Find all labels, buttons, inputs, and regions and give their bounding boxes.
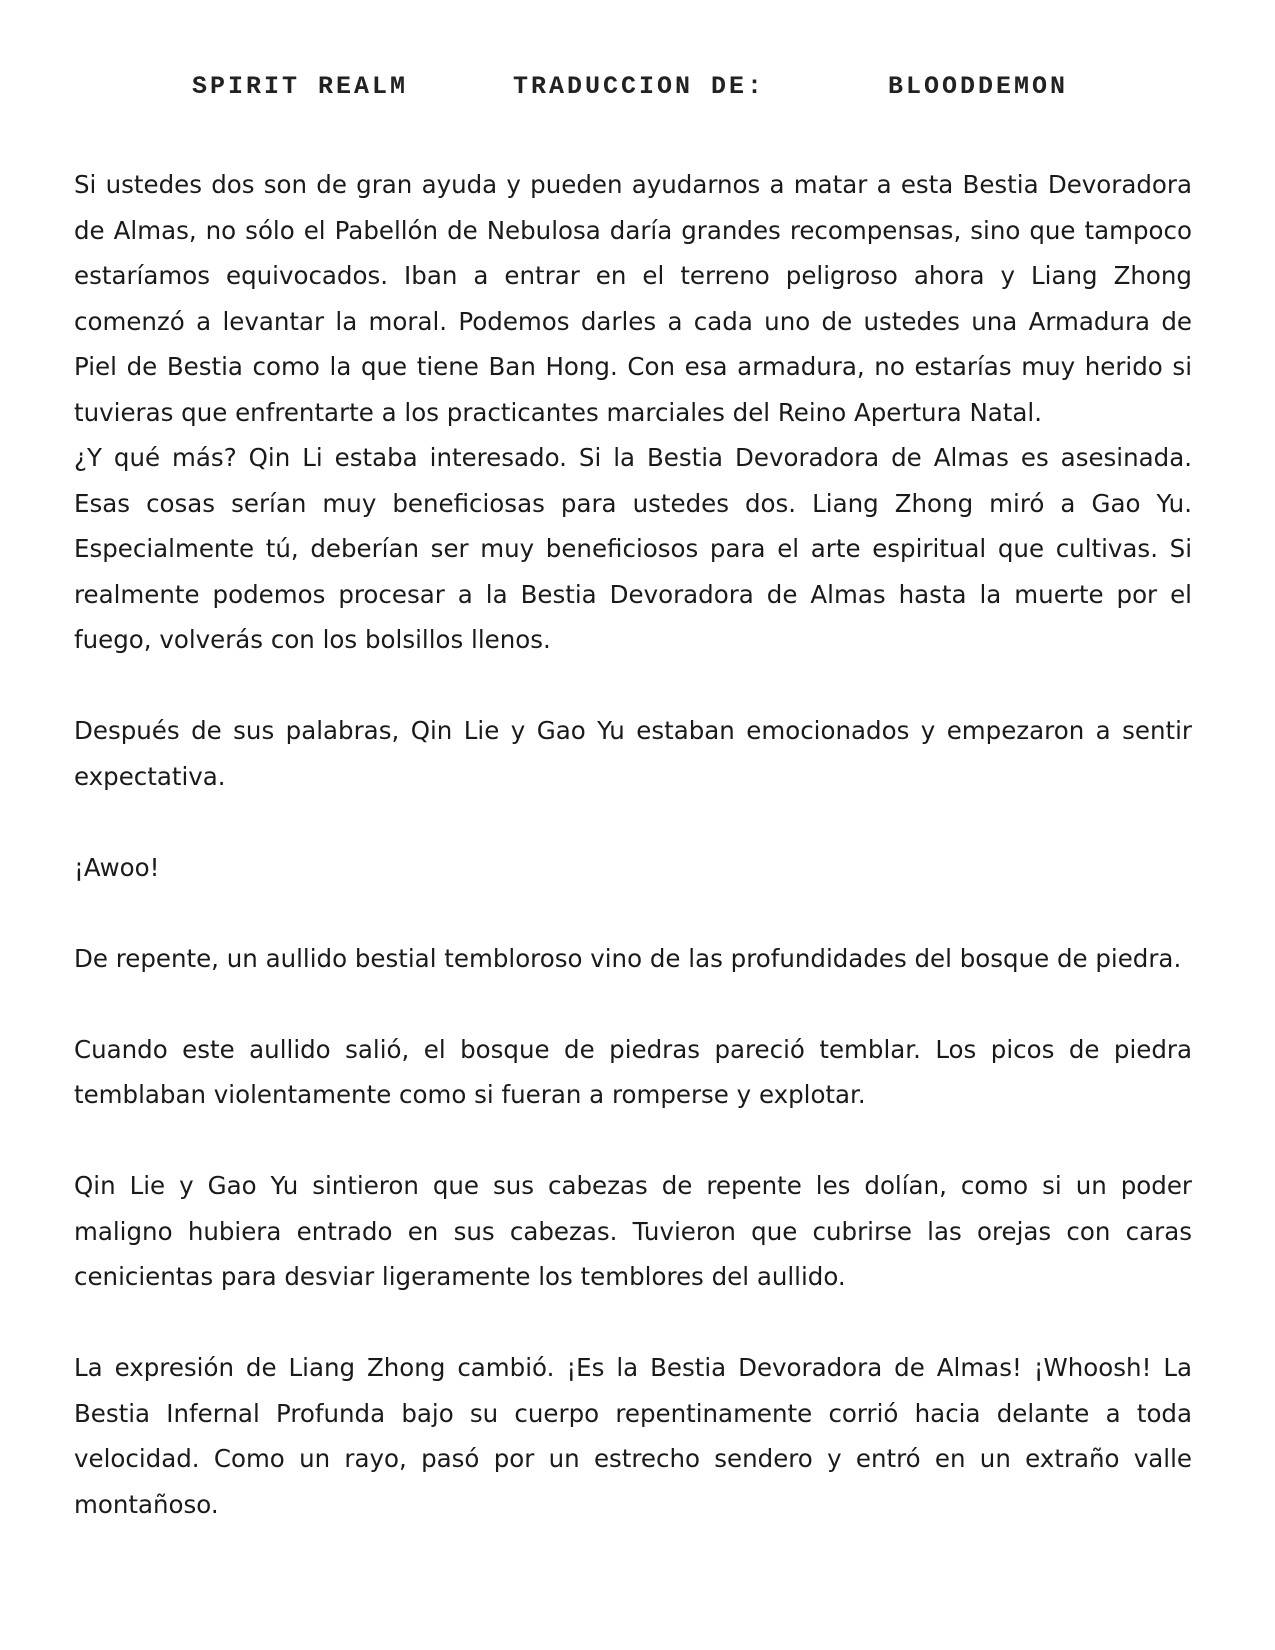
paragraph-1: Si ustedes dos son de gran ayuda y pueden ayudarnos a matar a esta Bestia Devoradora de Almas, no sólo el Pabellón de Nebulosa daría grandes recompensas, sino que tampoco estaríamos equivocados. Iban a entrar en el terreno peligroso ahora y Liang Zhong comenzó a levantar la moral. Podemos darles a cada uno de ustedes una Armadura de Piel de Bestia como la que tiene Ban Hong. Con esa armadura, no estarías muy herido si tuvieras que enfrentarte a los practicantes marciales del Reino Apertura Natal.	[74, 170, 1192, 427]
paragraph-spacer	[74, 1300, 1192, 1346]
paragraph-7: Qin Lie y Gao Yu sintieron que sus cabezas de repente les dolían, como si un poder maligno hubiera entrado en sus cabezas. Tuvieron que cubrirse las orejas con caras cenicientas para desviar ligeramente los temblores del aullido.	[74, 1171, 1192, 1291]
paragraph-8: La expresión de Liang Zhong cambió. ¡Es la Bestia Devoradora de Almas! ¡Whoosh! La Bestia Infernal Profunda bajo su cuerpo repentinamente corrió hacia delante a toda velocidad. Como un rayo, pasó por un estrecho sendero y entró en un extraño valle montañoso.	[74, 1353, 1192, 1519]
paragraph-2: ¿Y qué más? Qin Li estaba interesado. Si la Bestia Devoradora de Almas es asesinada. Esas cosas serían muy beneficiosas para ustedes dos. Liang Zhong miró a Gao Yu. Especialmente tú, deberían ser muy beneficiosos para el arte espiritual que cultivas. Si realmente podemos procesar a la Bestia Devoradora de Almas hasta la muerte por el fuego, volverás con los bolsillos llenos.	[74, 443, 1192, 654]
paragraph-spacer	[74, 890, 1192, 936]
paragraph-spacer	[74, 1118, 1192, 1164]
document-body	[74, 162, 1192, 1527]
paragraph-6: Cuando este aullido salió, el bosque de piedras pareció temblar. Los picos de piedra temblaban violentamente como si fueran a romperse y explotar.	[74, 1034, 1192, 1109]
paragraph-spacer	[74, 981, 1192, 1027]
page-header	[0, 72, 1275, 112]
paragraph-spacer	[74, 663, 1192, 709]
paragraph-5: De repente, un aullido bestial tembloroso vino de las profundidades del bosque de piedra.	[74, 943, 1182, 973]
paragraph-spacer	[74, 799, 1192, 845]
header-translation-label: TRADUCCION DE:	[513, 72, 766, 101]
header-translator-name: BLOODDEMON	[888, 72, 1069, 101]
header-series-title: SPIRIT REALM	[192, 72, 409, 101]
paragraph-4: ¡Awoo!	[74, 852, 160, 882]
paragraph-3: Después de sus palabras, Qin Lie y Gao Yu estaban emocionados y empezaron a sentir expectativa.	[74, 716, 1192, 791]
